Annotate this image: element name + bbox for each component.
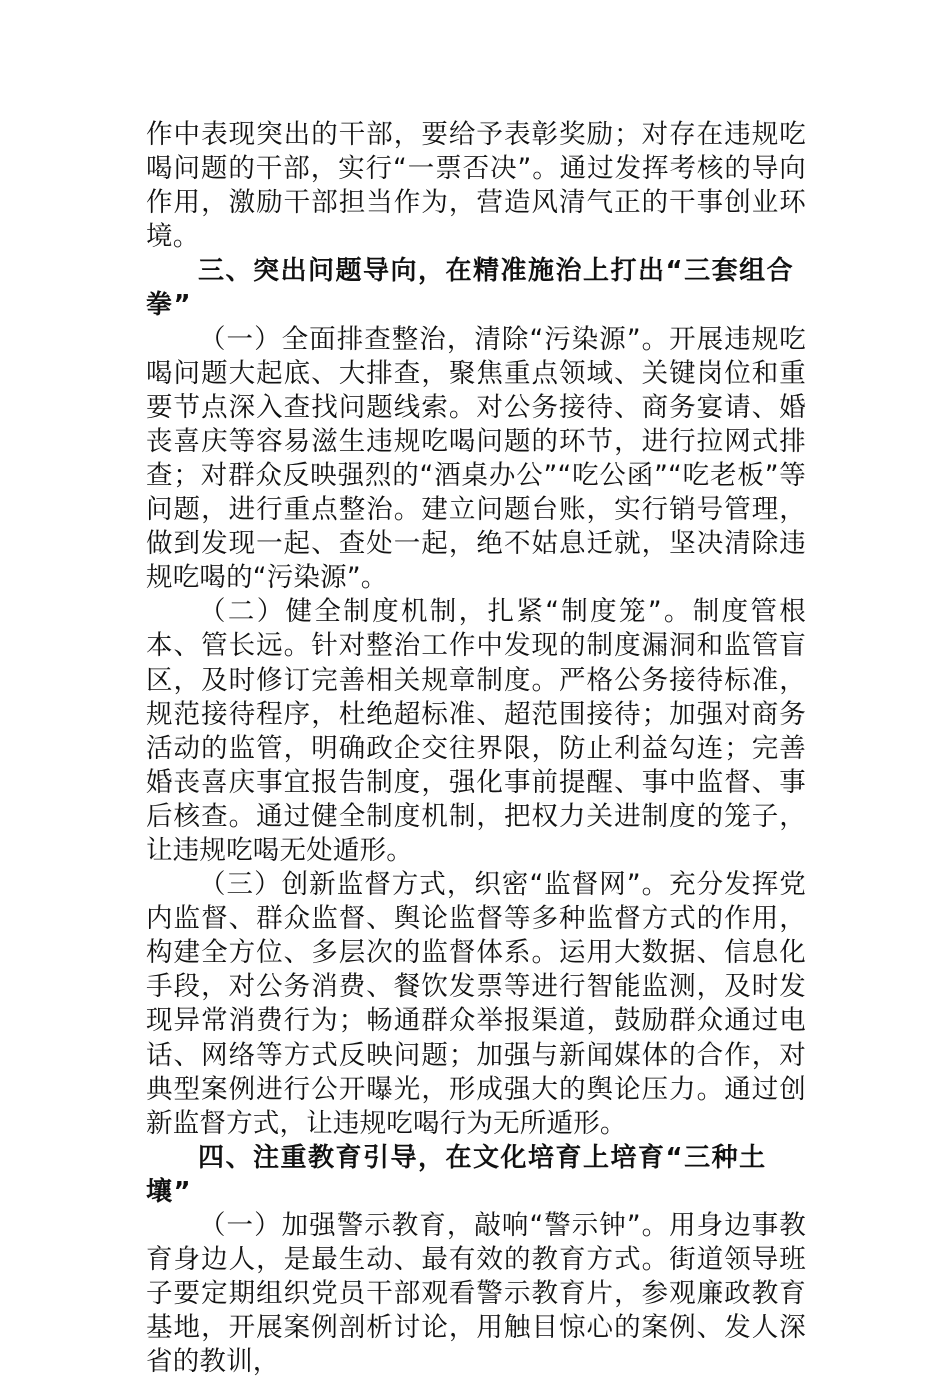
section-heading-4: 四、注重教育引导，在文化培育上培育“三种土壤”	[146, 1142, 767, 1207]
paragraph-assessment-continuation: 作中表现突出的干部，要给予表彰奖励；对存在违规吃喝问题的干部，实行“一票否决”。通过发挥考核的导向作用，激励干部担当作为，营造风清气正的干事创业环境。	[146, 119, 806, 253]
section-heading-3: 三、突出问题导向，在精准施治上打出“三套组合拳”	[146, 256, 795, 321]
paragraph-4-1-warning-education: （一）加强警示教育，敲响“警示钟”。用身边事教育身边人，是最生动、最有效的教育方式。街道领导班子要定期组织党员干部观看警示教育片，参观廉政教育基地，开展案例剖析讨论，用触目惊心的案例、发人深省的教训，	[146, 1210, 806, 1378]
paragraph-3-1-investigation: （一）全面排查整治，清除“污染源”。开展违规吃喝问题大起底、大排查，聚焦重点领域、关键岗位和重要节点深入查找问题线索。对公务接待、商务宴请、婚丧喜庆等容易滋生违规吃喝问题的环节，进行拉网式排查；对群众反映强烈的“酒桌办公”“吃公函”“吃老板”等问题，进行重点整治。建立问题台账，实行销号管理，做到发现一起、查处一起，绝不姑息迁就，坚决清除违规吃喝的“污染源”。	[146, 323, 806, 594]
document-body	[146, 118, 806, 1379]
paragraph-3-2-institutions: （二）健全制度机制，扎紧“制度笼”。制度管根本、管长远。针对整治工作中发现的制度漏洞和监管盲区，及时修订完善相关规章制度。严格公务接待标准，规范接待程序，杜绝超标准、超范围接待；加强对商务活动的监管，明确政企交往界限，防止利益勾连；完善婚丧喜庆事宜报告制度，强化事前提醒、事中监督、事后核查。通过健全制度机制，把权力关进制度的笼子，让违规吃喝无处遁形。	[146, 596, 806, 866]
paragraph-3-3-supervision: （三）创新监督方式，织密“监督网”。充分发挥党内监督、群众监督、舆论监督等多种监督方式的作用，构建全方位、多层次的监督体系。运用大数据、信息化手段，对公务消费、餐饮发票等进行智能监测，及时发现异常消费行为；畅通群众举报渠道，鼓励群众通过电话、网络等方式反映问题；加强与新闻媒体的合作，对典型案例进行公开曝光，形成强大的舆论压力。通过创新监督方式，让违规吃喝行为无所遁形。	[146, 869, 806, 1139]
